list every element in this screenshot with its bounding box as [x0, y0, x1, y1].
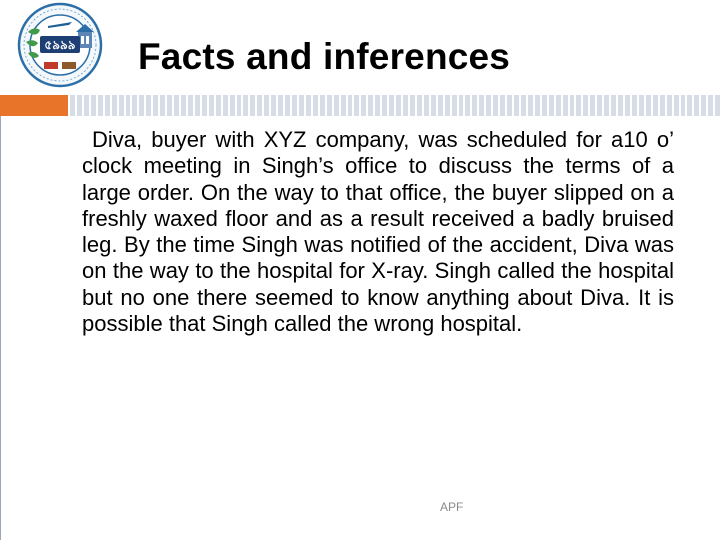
emblem-numerals: ৫৯৯৯	[44, 38, 76, 52]
slide-body-text: Diva, buyer with XYZ company, was scheduled for a10 o’ clock meeting in Singh’s office to discuss the terms of a large order. On the way to that office, the buyer slipped on a freshly waxed floor and as a result received a badly bruised leg. By the time Singh was notified of the accident, Diva was on the way to the hospital for X-ray. Singh called the hospital but no one there seemed to know anything about Diva. It is possible that Singh called the wrong hospital.	[82, 127, 674, 337]
slide-title: Facts and inferences	[138, 36, 511, 77]
left-rule	[0, 116, 1, 540]
header-band	[70, 95, 720, 116]
accent-square	[0, 95, 68, 116]
footer-label: APF	[440, 500, 464, 514]
institution-emblem-icon	[4, 2, 116, 88]
